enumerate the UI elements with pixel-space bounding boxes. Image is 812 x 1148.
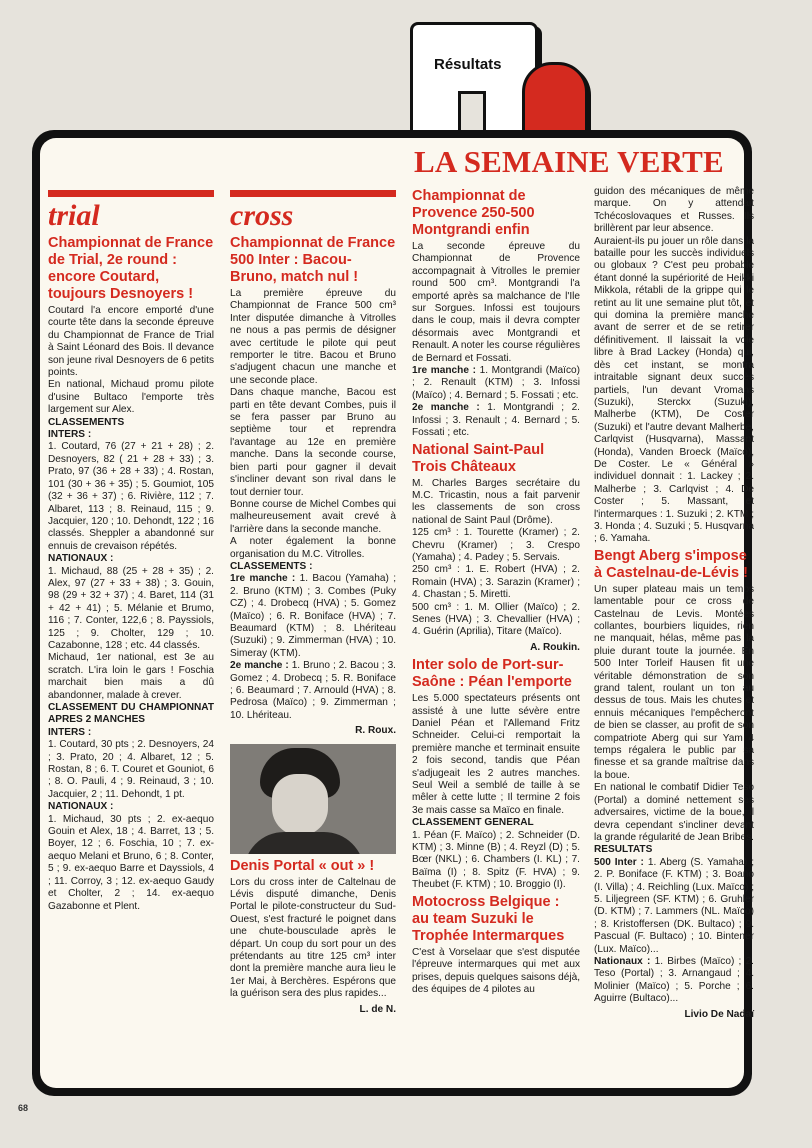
results-text: 1. Bacou (Yamaha) ; 2. Bruno (KTM) ; 3. Combes (Puky CZ) ; 4. Drobecq (HVA) ; 5. Gomez (Maïco) ; 6. R. Boniface (HVA) ; 7. Beaumard (KTM) ; 8. Lhériteau (Suzuki) ; 9. Zimmerman (HVA) ; 10. Simeray (KTM). bbox=[230, 573, 397, 659]
paragraph: A noter également la bonne organisation du M.C. Vitrolles. bbox=[230, 536, 396, 560]
results-text: 500 cm³ : 1. M. Ollier (Maïco) ; 2. Senes (HVA) ; 3. Chevallier (HVA) ; 4. Guérin (Aprilia), Titare (Maïco). bbox=[412, 601, 580, 638]
column-four bbox=[594, 186, 754, 1024]
article-title: Championnat de Provence 250-500 Montgrandi enfin bbox=[412, 188, 535, 238]
page-headline: LA SEMAINE VERTE bbox=[414, 144, 724, 179]
author-signature: A. Roukin. bbox=[530, 641, 580, 653]
paragraph: Lors du cross inter de Caltelnau de Lévis disputé dimanche, Denis Portal le pilote-constructeur du Sud-Ouest, s'est fracturé le poignet dans une chute-bousculade après le départ. Un coup du sort pour un des prétendants au titre 125 cm³ inter dont la première manche aura lieu le 1er Mai, à Berchères. Espérons que la guérison sera des plus rapides... bbox=[230, 876, 396, 1000]
results-text: 1. Michaud, 30 pts ; 2. ex-aequo Gouin et Alex, 18 ; 4. Barret, 13 ; 5. Boyer, 12 ; 6. Foschia, 10 ; 7. ex-aequo Melani et Bruno, 6 ; 8. Conter, 5 ; 9. ex-aequo Barre et Dayssiols, 4 ; 11. Corroy, 3 ; 12. ex-aequo Gaudy et Cholter, 2 ; 14. ex-aequo Gazabonne et Plent. bbox=[48, 813, 214, 912]
paragraph: guidon des mécaniques de même marque. On y attendait Tchécoslovaques et Russes. Ils brillèrent par leur absence. bbox=[594, 186, 754, 235]
article-title: Championnat de France 500 Inter : Bacou-Bruno, match nul ! bbox=[230, 235, 396, 285]
results-text: 1. Coutard, 76 (27 + 21 + 28) ; 2. Desnoyers, 82 ( 21 + 28 + 33) ; 3. Prato, 97 (36 + 28 + 33) ; 4. Rostan, 101 (30 + 36 + 35) ; 5. Goumiot, 105 (32 + 36 + 37) ; 6. Rivière, 112 ; 7. Albaret, 113 ; 8. Reinaud, 115 ; 9. Jacquier, 120 ; 10. Dehondt, 122 ; 16 classés. Sheppler a abandonné sur ennuis de crevaison répétés. bbox=[48, 441, 214, 552]
results-text: 1. Montgrandi ; 2. Infossi ; 3. Renault ; 4. Bernard ; 5. Fossati ; etc. bbox=[412, 402, 580, 439]
column-trial bbox=[48, 190, 214, 913]
paragraph: Michaud, 1er national, est 3e au scratch. L'ira loin le gars ! Foschia marchait bien mais a dû abandonner, malade à crever. bbox=[48, 652, 214, 701]
article-title: Motocross Belgique : au team Suzuki le Trophée Intermarques bbox=[412, 893, 565, 944]
column-cross bbox=[230, 190, 396, 1019]
subheading: 1re manche : bbox=[412, 365, 476, 377]
page-number: 68 bbox=[18, 1103, 29, 1113]
results-text: 1. Coutard, 30 pts ; 2. Desnoyers, 24 ; 3. Prato, 20 ; 4. Albaret, 12 ; 5. Rostan, 8 ; 6. T. Couret et Gouniot, 6 ; 8. O. Pauli, 4 ; 9. Reinaud, 3 ; 10. Jacquier, 2 ; 11. Dehondt, 1 pt. bbox=[48, 739, 214, 800]
results-text: 1. Aberg (S. Yamaha) ; 2. P. Boniface (F. KTM) ; 3. Boano (I. Villa) ; 4. Reichling (Lux. Maïco) ; 5. Liljegreen (SF. KTM) ; 6. Gruhler (D. KTM) ; 7. Lammers (NL. Maïco) ; 8. Kristoffersen (DK. Bultaco) ; 9. Pascual (F. Bultaco) ; 10. Bintener (Lux. Maïco)... bbox=[594, 856, 754, 955]
logo-m-shape bbox=[410, 22, 538, 136]
paragraph: Auraient-ils pu jouer un rôle dans la bataille pour les succès individuels ou globaux ? C'est peu probable étant donné la supériorité de Heikki Mikkola, rétabli de la grippe qui le retint au lit une semaine plut tôt, et qui domina la première manche avant de serrer et de se retirer définitivement. Il laissait la voie libre à Brad Lackey (Honda) qui, dès cet instant, se montra intraitable signant deux succès partiels, l'un devant Vromans (Suzuki), Sterckx (Suzuki), Malherbe (KTM), De Coster (Suzuki) et l'autre devant Malherbe, Carlqvist (Husqvarna), Massant (Honda), Vanden Broeck (Maïco), De Coster. Le « Général » individuel donnait : 1. Lackey ; 2. Malherbe ; 3. Carlqvist ; 4. De Coster ; 5. Massant, et l'intermarques : 1. Suzuki ; 2. KTM ; 3. Honda ; 4. Suzuki ; 5. Husqvarna ; 6. Yamaha. bbox=[594, 235, 754, 545]
logo-r-shape bbox=[522, 62, 588, 134]
subheading: RESULTATS bbox=[594, 844, 653, 856]
subheading: NATIONAUX : bbox=[48, 801, 114, 813]
subheading: 1re manche : bbox=[230, 573, 296, 585]
subheading: CLASSEMENT GENERAL bbox=[412, 817, 534, 829]
author-signature: R. Roux. bbox=[355, 725, 396, 737]
article-title: National Saint-Paul Trois Châteaux bbox=[412, 441, 545, 475]
subheading: INTERS : bbox=[48, 726, 92, 738]
section-title-cross: cross bbox=[230, 199, 294, 232]
author-signature: L. de N. bbox=[359, 1003, 396, 1015]
subheading: CLASSEMENT DU CHAMPIONNAT APRES 2 MANCHES bbox=[48, 702, 214, 726]
subheading: Nationaux : bbox=[594, 955, 651, 967]
subheading: 2e manche : bbox=[230, 660, 289, 672]
results-text: 1. Montgrandi (Maïco) ; 2. Renault (KTM) ; 3. Infossi (Maïco) ; 4. Bernard ; 5. Fossati ; etc. bbox=[412, 365, 580, 401]
paragraph: En national, Michaud promu pilote d'usine Bultaco l'emporte très largement sur Alex. bbox=[48, 379, 214, 416]
paragraph: Dans chaque manche, Bacou est parti en tête devant Combes, puis il se fera passer par Bruno au septième tour et reprendra l'avantage au 12e en première manche. Dans la seconde course, bien parti pour gagner il devait s'incliner devant son rival dans le tout dernier tour. bbox=[230, 387, 396, 498]
section-title-trial: trial bbox=[48, 199, 100, 232]
magazine-logo bbox=[410, 22, 580, 134]
results-text: 1. Bruno ; 2. Bacou ; 3. Gomez ; 4. Drobecq ; 5. R. Boniface ; 6. Beaumard ; 7. Arnould (HVA) ; 8. Pedrosa (Maïco) ; 9. Zimmerman ; 10. Lhériteau. bbox=[230, 660, 396, 721]
paragraph: M. Charles Barges secrétaire du M.C. Tricastin, nous a fait parvenir les classements de son cross national de Saint Paul (Drôme). bbox=[412, 477, 580, 526]
column-three bbox=[412, 186, 580, 996]
results-text: 1. Péan (F. Maïco) ; 2. Schneider (D. KTM) ; 3. Minne (B) ; 4. Reyzl (D) ; 5. Bœr (NKL) ; 6. Chambers (I. KL) ; 7. Baïma (I) ; 8. Spitz (F. HVA) ; 9. Theubet (F. KTM) ; 10. Broggio (I). bbox=[412, 829, 580, 891]
paragraph: La seconde épreuve du Championnat de Provence accompagnait à Vitrolles le premier round 500 cm³. Montgrandi l'a emporté après sa malchance de l'Ile sur Sorgues. Infossi est toujours dans le coup, mais il devra compter désormais avec Montgrandi et Renault. A noter les course régulières de Bernard et Fossati. bbox=[412, 241, 580, 364]
results-text: 1. Michaud, 88 (25 + 28 + 35) ; 2. Alex, 97 (27 + 33 + 38) ; 3. Gouin, 98 (29 + 32 + 37) ; 4. Baret, 114 (31 + 42 + 41) ; 5. Mélanie et Brumo, 116 ; 7. Conter, 122,6 ; 8. Payssiols, 125 ; 9. Cholter, 129 ; 10. Cazabonne, 128 ; etc. 44 classés. bbox=[48, 565, 214, 651]
subheading: NATIONAUX : bbox=[48, 553, 114, 565]
paragraph: En national le combatif Didier Teso (Portal) a dominé nettement ses adversaires, victime de la boue, il devra cependant s'incliner devant la grande régularité de Jean Bribes. bbox=[594, 782, 754, 843]
subheading: 500 Inter : bbox=[594, 856, 644, 868]
portrait-photo bbox=[230, 744, 396, 854]
article-title: Championnat de France de Trial, 2e round : encore Coutard, toujours Desnoyers ! bbox=[48, 235, 214, 302]
paragraph: C'est à Vorselaar que s'est disputée l'épreuve intermarques qui met aux prises, depuis quelques saisons déjà, des équipes de 4 pilotes au bbox=[412, 946, 580, 995]
article-title: Inter solo de Port-sur-Saône : Péan l'emporte bbox=[412, 657, 572, 691]
paragraph: Bonne course de Michel Combes qui malheureusement avait crevé à l'arrière dans la seconde manche. bbox=[230, 498, 396, 535]
article-title: Denis Portal « out » ! bbox=[230, 857, 375, 874]
subheading: CLASSEMENTS bbox=[48, 416, 125, 428]
paragraph: La première épreuve du Championnat de France 500 cm³ Inter disputée dimanche à Vitrolles ne nous a pas permis de désigner avec certitude le pilote qui peut remporter le titre. Bacou et Bruno s'adjugent chacun une manche et une seconde place. bbox=[230, 288, 396, 386]
section-bar bbox=[230, 190, 396, 197]
logo-label: Résultats bbox=[434, 56, 502, 73]
paragraph: Un super plateau mais un temps lamentable pour ce cross de Castelnau de Levis. Montées collantes, bourbiers liquides, rien ne manquait, hélas, même pas la pluie durant toute la journée. En 500 Inter Torleif Hausen fit une véritable démonstration de son grand talent, roulant un ton au dessus de tous. Mais les chutes et ennuis mécaniques l'empêcheront de bien se classer, au profit de son compatriote Aberg qui sur Yam 4 temps régalera le public par sa finesse et sa grande maîtrise dans la boue. bbox=[594, 583, 754, 781]
subheading: 2e manche : bbox=[412, 402, 480, 414]
results-text: 125 cm³ : 1. Tourette (Kramer) ; 2. Chevru (Kramer) ; 3. Crespo (Yamaha) ; 4. Padey ; 5. Servais. bbox=[412, 527, 580, 563]
results-text: 250 cm³ : 1. E. Robert (HVA) ; 2. Romain (HVA) ; 3. Sarazin (Kramer) ; 4. Chastan ; 5. Miretti. bbox=[412, 564, 580, 601]
section-bar bbox=[48, 190, 214, 197]
subheading: INTERS : bbox=[48, 429, 92, 441]
author-signature: Livio De Nadaï bbox=[684, 1008, 754, 1020]
results-text: 1. Birbes (Maïco) ; 2. Teso (Portal) ; 3. Arnangaud ; 4. Molinier (Maïco) ; 5. Porche ; 6. Aguirre (Bultaco)... bbox=[594, 955, 754, 1005]
paragraph: Coutard l'a encore emporté d'une courte tête dans la seconde épreuve du Championnat de France de Trial à Saint Léonard des Bois. Il devance son jeune rival Desnoyers de 6 petits points. bbox=[48, 305, 214, 379]
subheading: CLASSEMENTS : bbox=[230, 560, 313, 572]
article-title: Bengt Aberg s'impose à Castelnau-de-Lévis ! bbox=[594, 547, 748, 581]
paragraph: Les 5.000 spectateurs présents ont assisté à une lutte sévère entre Daniel Péan et l'Allemand Fritz Schneider. Celui-ci remportait la première manche et terminait ensuite 2 fois second, tandis que Péan s'adjugeait les 2 autres manches. Seul Weil a semblé de taille à se mêler à cette lutte ; Il termine 2 fois 3e mais casse sa Maïco en finale. bbox=[412, 693, 580, 816]
